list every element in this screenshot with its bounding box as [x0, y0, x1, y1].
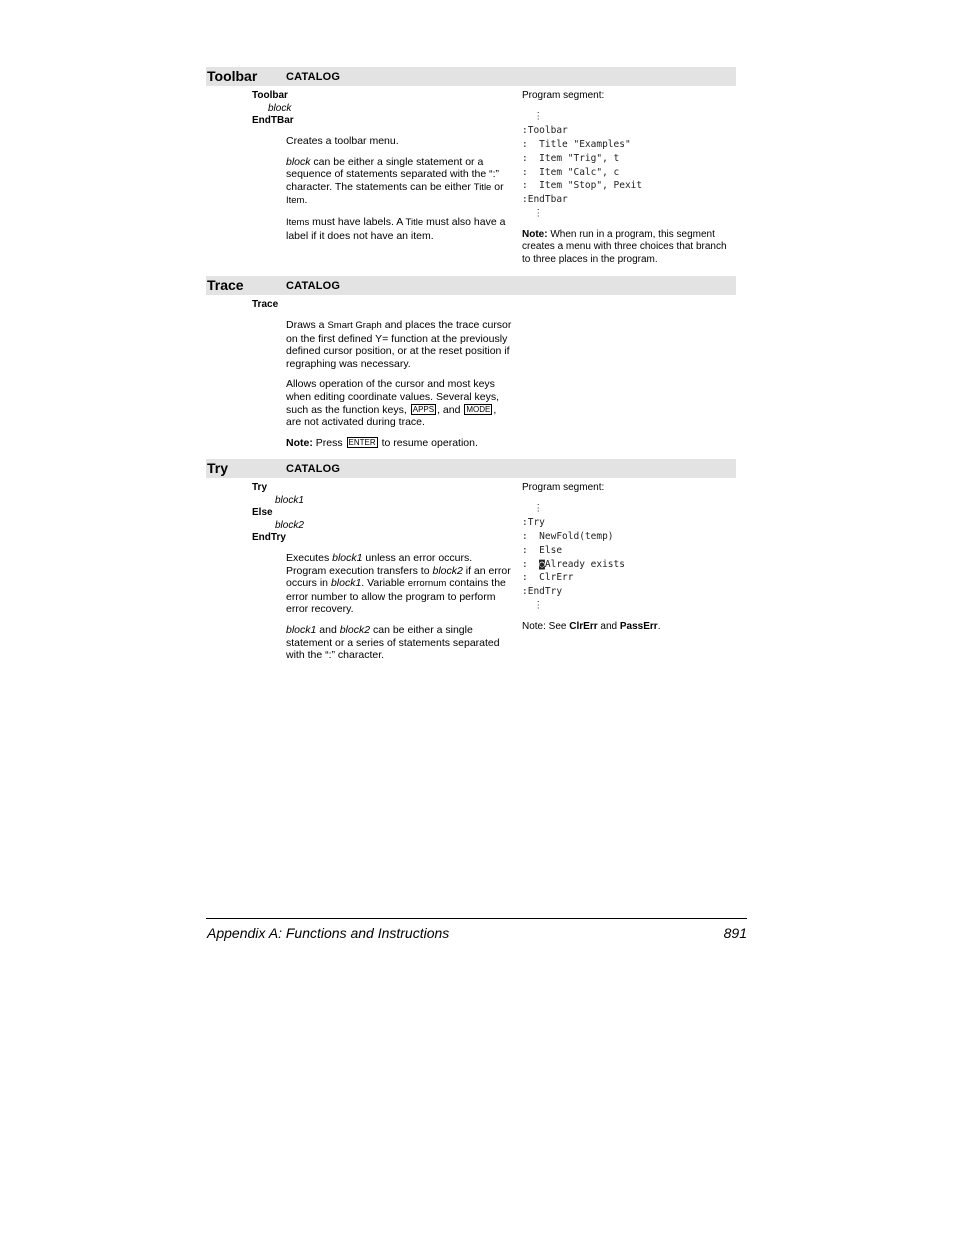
- description: [286, 552, 514, 670]
- syntax-block: [252, 299, 278, 312]
- section-header-trace: [206, 276, 736, 295]
- text: errornum: [407, 578, 447, 590]
- example-block: [522, 90, 736, 266]
- text: block2: [432, 564, 463, 577]
- text: Title: [405, 216, 424, 228]
- syntax-block: [252, 482, 304, 545]
- text: block1: [330, 577, 362, 590]
- paragraph: [286, 319, 514, 370]
- example-label: Program segment:: [522, 90, 605, 101]
- text: , are not activated during trace.: [286, 403, 497, 429]
- catalog-label: CATALOG: [286, 463, 341, 475]
- syntax-keyword: Trace: [252, 299, 279, 310]
- paragraph: [286, 624, 514, 662]
- text: Note: See: [522, 620, 570, 632]
- text: Item: [286, 195, 305, 207]
- text: block: [286, 155, 311, 168]
- text: Smart Graph: [327, 320, 382, 331]
- example-block: [522, 482, 736, 633]
- text: Executes: [286, 552, 333, 564]
- syntax-argument: block2: [275, 519, 304, 531]
- code-segment: ⋮ :Toolbar : Title "Examples" : Item "Trig", t : Item "Calc", c : Item "Stop", Pexit :EndTbar ⋮: [522, 111, 643, 219]
- text: Allows operation of the cursor and most keys when editing coordinate values. Several keys, such as the function keys,: [286, 378, 500, 416]
- section-title: Toolbar: [207, 68, 258, 84]
- text: to resume operation.: [378, 436, 478, 449]
- text: Title: [473, 181, 492, 193]
- note-label: Note:: [286, 436, 313, 449]
- footer-title: Appendix A: Functions and Instructions: [207, 925, 450, 941]
- text: Creates a toolbar menu.: [286, 135, 399, 147]
- paragraph: [286, 378, 514, 428]
- paragraph: [286, 156, 514, 208]
- text: block2: [339, 623, 371, 636]
- text: must also have a label if it does not have an item.: [286, 215, 506, 242]
- text: and: [597, 620, 620, 632]
- text: must have labels. A: [309, 215, 406, 228]
- page-number: 891: [723, 925, 747, 941]
- syntax-argument: block1: [275, 494, 304, 506]
- paragraph: [286, 216, 514, 242]
- text: contains the error number to allow the program to perform error recovery.: [286, 577, 506, 616]
- text: ClrErr: [569, 620, 598, 632]
- syntax-keyword: Else: [252, 507, 273, 518]
- text: and: [316, 623, 340, 636]
- syntax-keyword: Try: [252, 482, 268, 493]
- text: can be either a single statement or a series of statements separated with the “:” character.: [286, 623, 500, 662]
- section-title: Trace: [207, 277, 244, 293]
- description: [286, 135, 514, 250]
- text: Press: [312, 436, 346, 449]
- text: if an error occurs in: [286, 564, 511, 590]
- syntax-keyword: EndTry: [252, 532, 286, 543]
- text: .: [304, 194, 308, 207]
- note: [522, 229, 736, 266]
- text: Items: [286, 216, 310, 228]
- syntax-keyword: EndTBar: [252, 115, 294, 126]
- description: [286, 319, 514, 457]
- enter-key: ENTER: [348, 437, 376, 447]
- code-segment: ⋮ :Try : NewFold(temp) : Else : ◙Already exists : ClrErr :EndTry ⋮: [522, 503, 625, 611]
- footer-rule: [206, 918, 747, 919]
- text: can be either a single statement or a sequence of statements separated with the “:” character. The statements can be either: [286, 155, 500, 193]
- note: [522, 621, 736, 633]
- text: Draws a: [286, 319, 328, 331]
- catalog-label: CATALOG: [286, 71, 341, 83]
- paragraph: [286, 135, 514, 148]
- section-title: Try: [207, 460, 229, 476]
- text: block1: [332, 552, 363, 564]
- text: . Variable: [361, 577, 408, 590]
- catalog-label: CATALOG: [286, 280, 341, 292]
- note-label: Note:: [522, 228, 548, 240]
- syntax-block: [252, 90, 294, 128]
- paragraph: [286, 437, 514, 450]
- text: .: [657, 620, 661, 632]
- text: or: [491, 180, 504, 193]
- text: , and: [437, 403, 464, 416]
- text: block1: [286, 623, 317, 636]
- syntax-argument: block: [268, 102, 292, 114]
- note-text: When run in a program, this segment creates a menu with three choices that branch to three places in the program.: [522, 228, 727, 265]
- paragraph: [286, 552, 514, 616]
- text: unless an error occurs. Program execution transfers to: [286, 552, 473, 577]
- mode-key: MODE: [466, 404, 491, 414]
- section-header-try: [206, 459, 736, 478]
- text: PassErr: [619, 620, 658, 632]
- text: and places the trace cursor on the first defined Y= function at the previously defined cursor position, or at the reset position if regraphing was necessary.: [286, 319, 512, 370]
- example-label: Program segment:: [522, 482, 605, 493]
- syntax-keyword: Toolbar: [252, 90, 288, 101]
- apps-key: APPS: [412, 404, 435, 414]
- section-header-toolbar: [206, 67, 736, 86]
